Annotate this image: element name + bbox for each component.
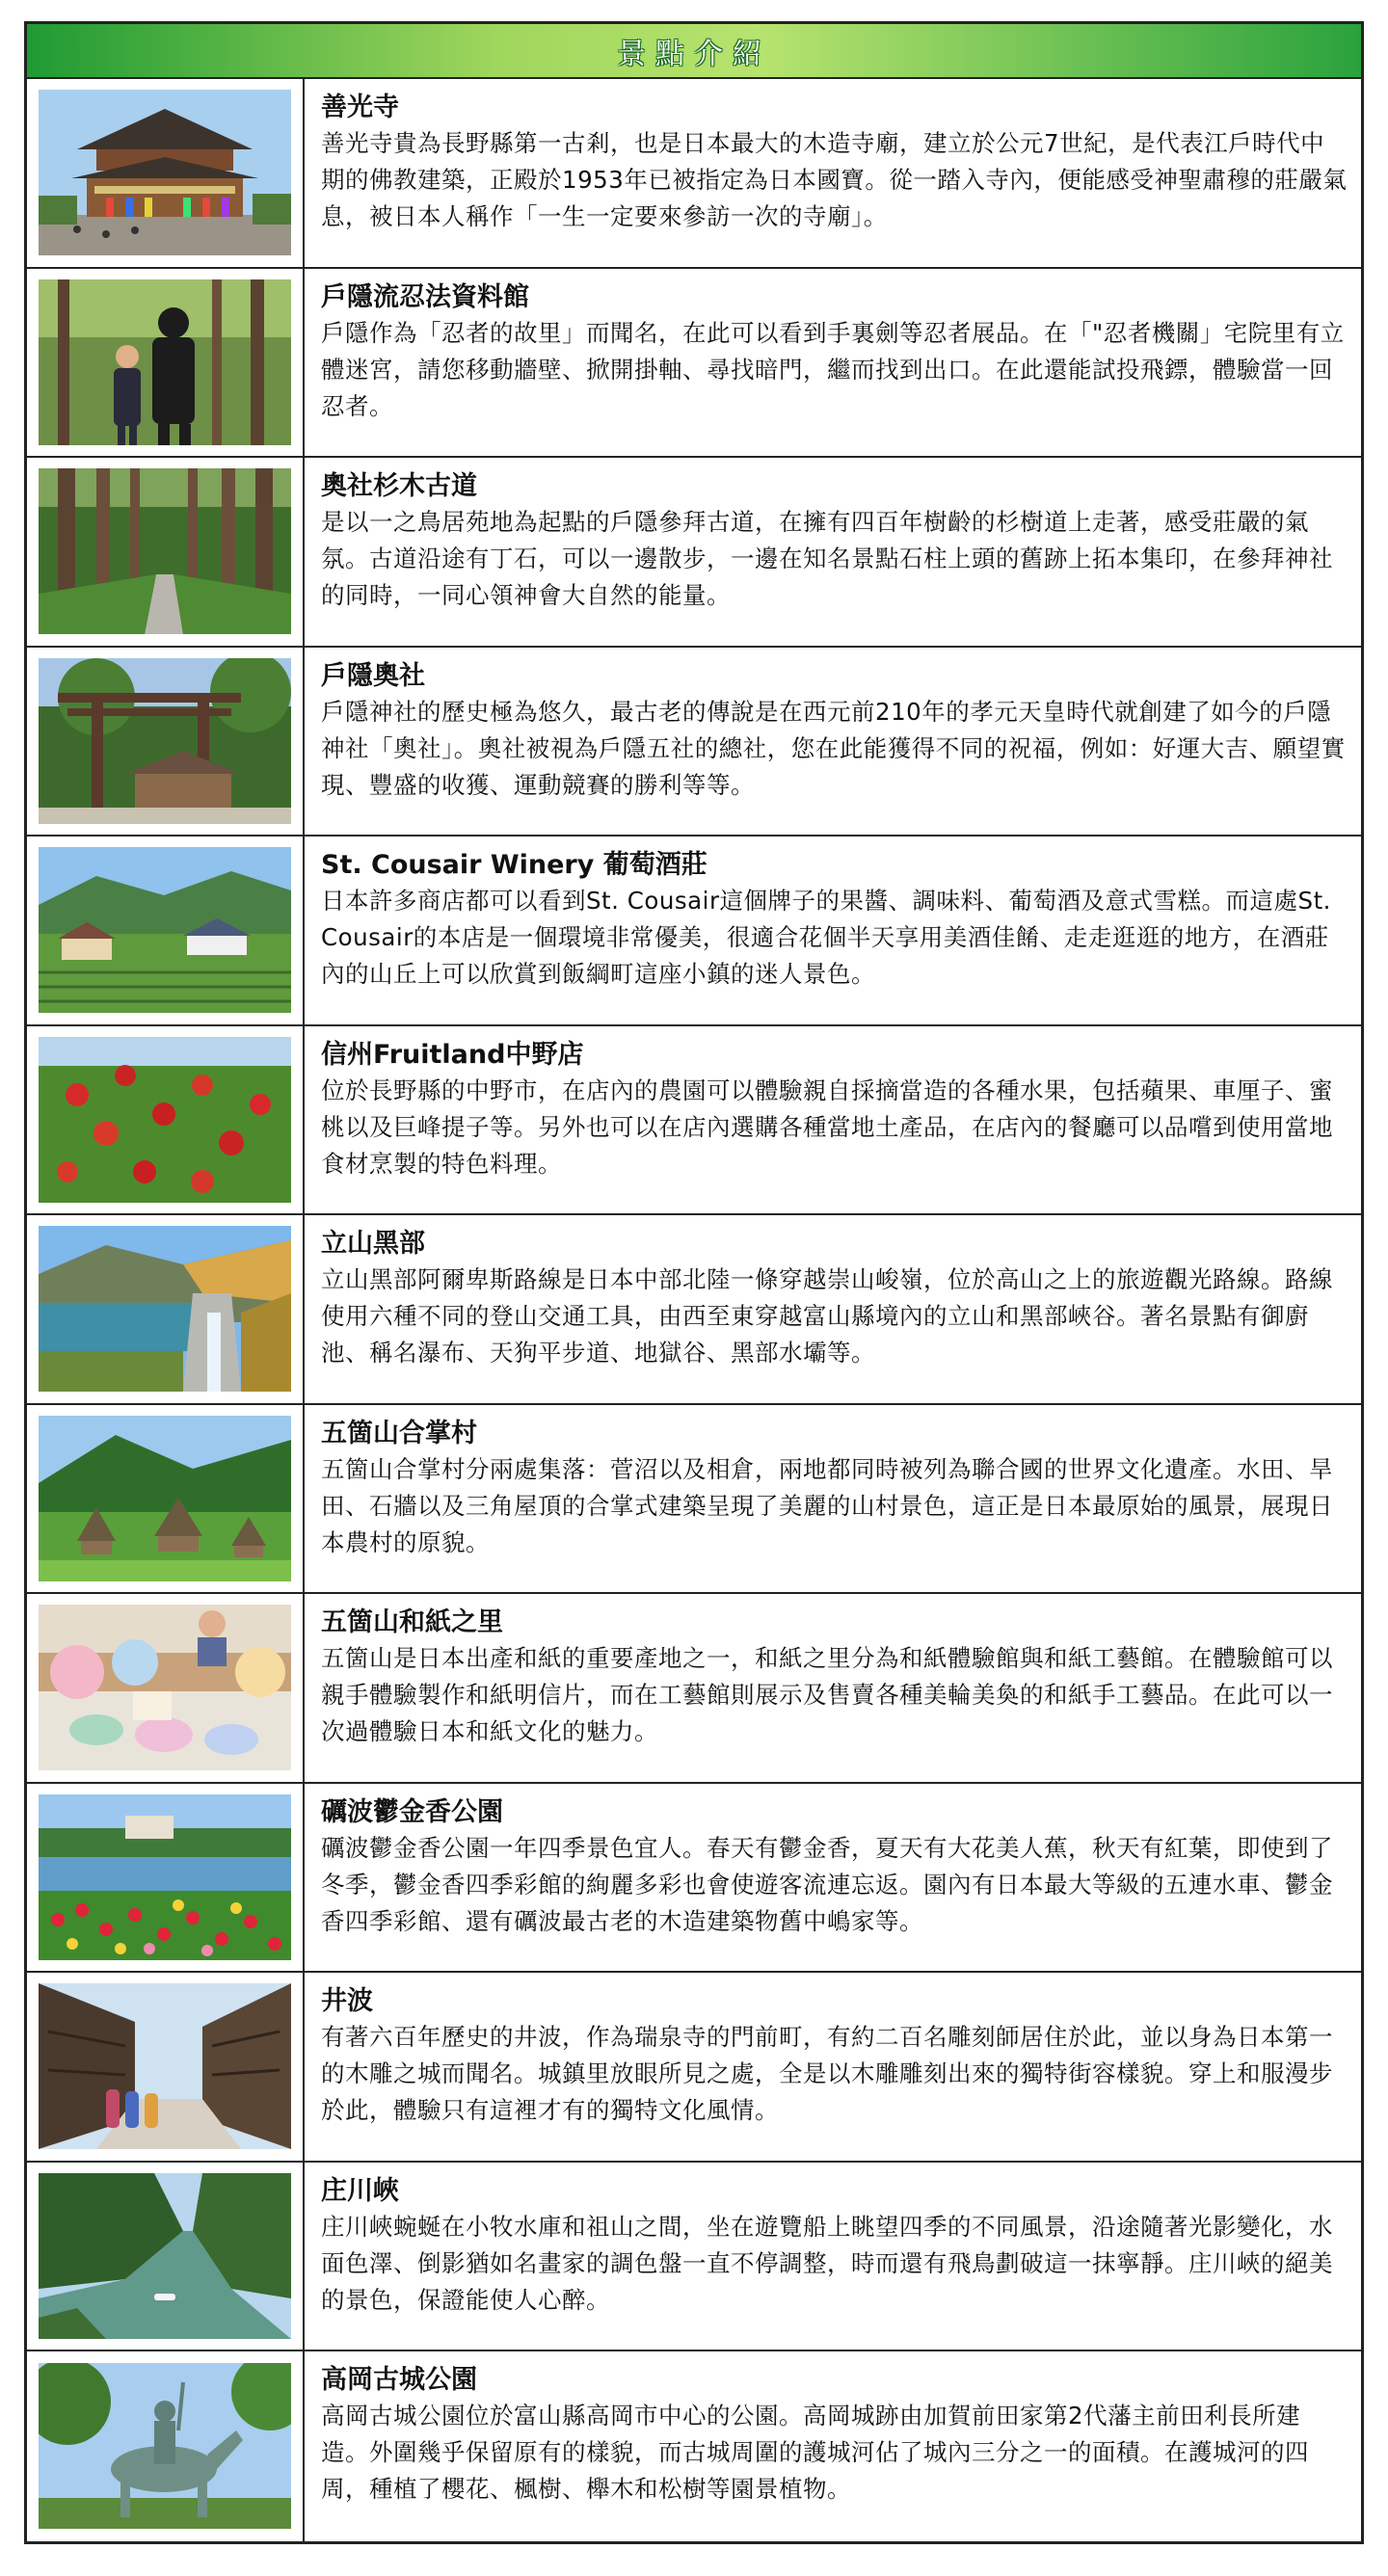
attraction-description: 有著六百年歷史的井波，作為瑞泉寺的門前町，有約二百名雕刻師居住於此，並以身為日本第一的木雕之城而聞名。城鎮里放眼所見之處，全是以木雕雕刻出來的獨特街容樣貌。穿上和服漫步於此，體驗只有這裡才有的獨特文化風情。 xyxy=(321,2023,1333,2124)
attraction-row xyxy=(27,1215,1361,1405)
attraction-row xyxy=(27,79,1361,269)
attraction-image-cell xyxy=(27,2351,305,2541)
attraction-image-cell xyxy=(27,458,305,646)
attraction-description: 礪波鬱金香公園一年四季景色宜人。春天有鬱金香，夏天有大花美人蕉，秋天有紅葉，即使到了冬季，鬱金香四季彩館的絢麗多彩也會使遊客流連忘返。園內有日本最大等級的五連水車、鬱金香四季彩館、還有礪波最古老的木造建築物舊中嶋家等。 xyxy=(321,1833,1333,1935)
attraction-row xyxy=(27,2351,1361,2541)
attraction-title: 礪波鬱金香公園 xyxy=(321,1796,503,1827)
attraction-description: 五箇山是日本出產和紙的重要產地之一，和紙之里分為和紙體驗館與和紙工藝館。在體驗館可以親手體驗製作和紙明信片，而在工藝館則展示及售賣各種美輪美奐的和紙手工藝品。在此可以一次過體驗日本和紙文化的魅力。 xyxy=(321,1644,1333,1745)
attraction-description: 戶隱神社的歷史極為悠久，最古老的傳說是在西元前210年的孝元天皇時代就創建了如今的戶隱神社「奧社」。奧社被視為戶隱五社的總社，您在此能獲得不同的祝福，例如：好運大吉、願望實現、豐盛的收獲、運動競賽的勝利等等。 xyxy=(321,697,1346,799)
attraction-row xyxy=(27,837,1361,1026)
attraction-text xyxy=(305,269,1361,457)
section-title: 景點介紹 xyxy=(617,37,771,71)
attraction-text xyxy=(305,837,1361,1024)
attraction-description: 五箇山合掌村分兩處集落：菅沼以及相倉，兩地都同時被列為聯合國的世界文化遺產。水田、旱田、石牆以及三角屋頂的合掌式建築呈現了美麗的山村景色，這正是日本最原始的風景，展現日本農村的原貌。 xyxy=(321,1454,1333,1556)
attraction-description: 立山黑部阿爾卑斯路線是日本中部北陸一條穿越崇山峻嶺，位於高山之上的旅遊觀光路線。路線使用六種不同的登山交通工具，由西至東穿越富山縣境內的立山和黑部峽谷。著名景點有御廚池、稱名瀑布、天狗平步道、地獄谷、黑部水壩等。 xyxy=(321,1265,1333,1367)
attraction-image-cell xyxy=(27,1784,305,1972)
attraction-text xyxy=(305,79,1361,267)
attraction-text xyxy=(305,2351,1361,2541)
attraction-text xyxy=(305,458,1361,646)
section-header xyxy=(24,21,1364,77)
attraction-title: St. Cousair Winery 葡萄酒莊 xyxy=(321,850,707,880)
attraction-image-cell xyxy=(27,837,305,1024)
winery-photo xyxy=(39,847,291,1013)
attraction-text xyxy=(305,1405,1361,1593)
attraction-title: 信州Fruitland中野店 xyxy=(321,1039,584,1070)
cedar-path-photo xyxy=(39,468,291,634)
attraction-row xyxy=(27,1026,1361,1216)
attraction-description: 日本許多商店都可以看到St. Cousair這個牌子的果醬、調味料、葡萄酒及意式雪糕。而這處St. Cousair的本店是一個環境非常優美，很適合花個半天享用美酒佳餚、走走逛逛的地方，在酒莊內的山丘上可以欣賞到飯綱町這座小鎮的迷人景色。 xyxy=(321,887,1331,988)
zenkoji-temple-photo xyxy=(39,90,291,255)
attraction-image-cell xyxy=(27,1405,305,1593)
attraction-title: 五箇山和紙之里 xyxy=(321,1607,503,1637)
attraction-description: 庄川峽蜿蜒在小牧水庫和祖山之間，坐在遊覽船上眺望四季的不同風景，沿途隨著光影變化，水面色澤、倒影猶如名畫家的調色盤一直不停調整，時而還有飛鳥劃破這一抹寧靜。庄川峽的絕美的景色，保證能使人心醉。 xyxy=(321,2212,1333,2314)
attraction-title: 善光寺 xyxy=(321,93,399,122)
attraction-text xyxy=(305,2163,1361,2350)
attraction-row xyxy=(27,1594,1361,1784)
attraction-description: 善光寺貴為長野縣第一古剎，也是日本最大的木造寺廟，建立於公元7世紀，是代表江戶時代中期的佛教建築，正殿於1953年已被指定為日本國寶。從一踏入寺內，便能感受神聖肅穆的莊嚴氣息，被日本人稱作「一生一定要來參訪一次的寺廟」。 xyxy=(321,129,1348,230)
attraction-row xyxy=(27,1405,1361,1595)
togakushi-shrine-photo xyxy=(39,658,291,824)
attraction-description: 戶隱作為「忍者的故里」而聞名，在此可以看到手裏劍等忍者展品。在「"忍者機關」宅院里有立體迷宮，請您移動牆壁、掀開掛軸、尋找暗門，繼而找到出口。在此還能試投飛鏢，體驗當一回忍者。 xyxy=(321,318,1345,420)
attraction-image-cell xyxy=(27,2163,305,2350)
attraction-row xyxy=(27,269,1361,459)
shogawa-gorge-photo xyxy=(39,2173,291,2339)
washi-fans-photo xyxy=(39,1605,291,1770)
attraction-title: 庄川峽 xyxy=(321,2175,399,2206)
tulip-park-photo xyxy=(39,1794,291,1960)
attraction-image-cell xyxy=(27,1215,305,1403)
inami-street-photo xyxy=(39,1983,291,2149)
gassho-village-photo xyxy=(39,1416,291,1581)
apple-orchard-photo xyxy=(39,1037,291,1203)
attractions-table xyxy=(24,77,1364,2544)
attraction-title: 立山黑部 xyxy=(321,1229,425,1259)
attractions-document xyxy=(24,21,1364,2544)
attraction-title: 戶隱流忍法資料館 xyxy=(321,281,529,312)
castle-park-statue-photo xyxy=(39,2363,291,2529)
attraction-text xyxy=(305,1784,1361,1972)
attraction-image-cell xyxy=(27,79,305,267)
attraction-row xyxy=(27,1973,1361,2163)
attraction-description: 位於長野縣的中野市，在店內的農園可以體驗親自採摘當造的各種水果，包括蘋果、車厘子、蜜桃以及巨峰提子等。另外也可以在店內選購各種當地土產品，在店內的餐廳可以品嚐到使用當地食材烹製的特色料理。 xyxy=(321,1076,1333,1178)
attraction-title: 奧社杉木古道 xyxy=(321,471,477,501)
attraction-description: 高岡古城公園位於富山縣高岡市中心的公園。高岡城跡由加賀前田家第2代藩主前田利長所建造。外圍幾乎保留原有的樣貌，而古城周圍的護城河佔了城內三分之一的面積。在護城河的四周，種植了櫻花、楓樹、櫸木和松樹等園景植物。 xyxy=(321,2402,1309,2503)
attraction-row xyxy=(27,1784,1361,1974)
attraction-text xyxy=(305,1026,1361,1214)
attraction-row xyxy=(27,2163,1361,2352)
attraction-image-cell xyxy=(27,648,305,836)
attraction-title: 戶隱奧社 xyxy=(321,660,425,691)
attraction-row xyxy=(27,458,1361,648)
attraction-description: 是以一之鳥居苑地為起點的戶隱參拜古道，在擁有四百年樹齡的杉樹道上走著，感受莊嚴的氣氛。古道沿途有丁石，可以一邊散步，一邊在知名景點石柱上頭的舊跡上拓本集印，在參拜神社的同時，一同心領神會大自然的能量。 xyxy=(321,508,1333,609)
attraction-title: 井波 xyxy=(321,1986,373,2016)
attraction-image-cell xyxy=(27,269,305,457)
attraction-text xyxy=(305,1594,1361,1782)
attraction-text xyxy=(305,1973,1361,2161)
attraction-title: 高岡古城公園 xyxy=(321,2365,477,2395)
attraction-text xyxy=(305,1215,1361,1403)
ninja-museum-photo xyxy=(39,279,291,445)
attraction-image-cell xyxy=(27,1026,305,1214)
kurobe-dam-photo xyxy=(39,1226,291,1392)
attraction-title: 五箇山合掌村 xyxy=(321,1418,477,1448)
attraction-image-cell xyxy=(27,1594,305,1782)
attraction-image-cell xyxy=(27,1973,305,2161)
attraction-row xyxy=(27,648,1361,837)
attraction-text xyxy=(305,648,1361,836)
